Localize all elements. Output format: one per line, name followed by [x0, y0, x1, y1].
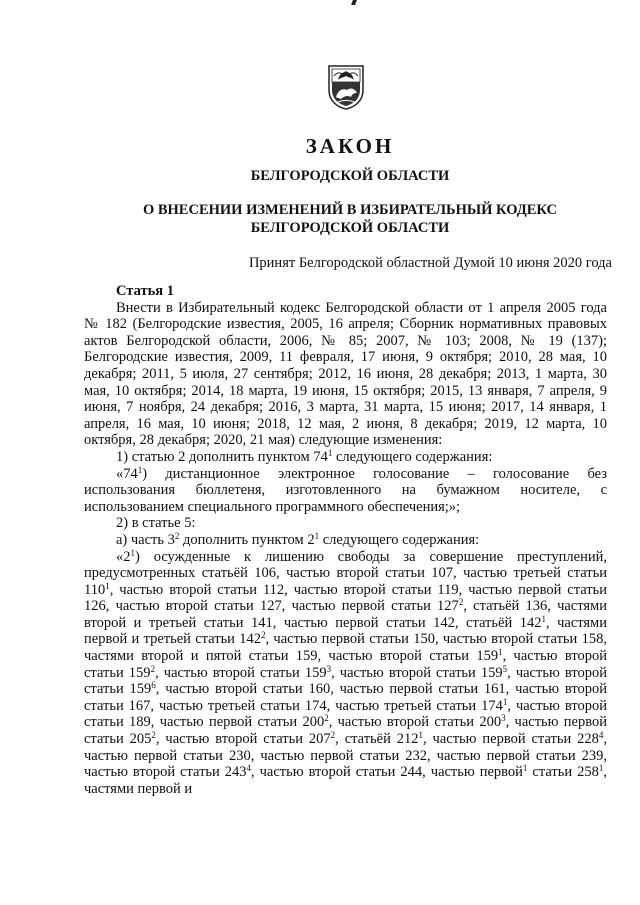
quote-text-segment: , частью второй статьи 200 — [328, 714, 502, 731]
adoption-date: Принят Белгородской областной Думой 10 июня 2020 года — [248, 255, 612, 271]
quote-text-segment: статьи 258 — [527, 764, 599, 781]
subitem-a-text-mid: дополнить пунктом 2 — [179, 531, 315, 548]
superscript: 1 — [314, 530, 320, 541]
superscript: 3 — [326, 663, 332, 674]
superscript: 1 — [130, 547, 135, 558]
item-1-text-end: следующего содержания: — [332, 448, 493, 465]
quote-text-segment: , частью второй статьи 189, частью первой статьи 200 — [84, 697, 607, 731]
superscript: 2 — [150, 663, 156, 674]
superscript: 2 — [458, 597, 464, 608]
quote-text-segment: , частью второй статьи 244, частью первой — [251, 764, 523, 781]
quote-text-segment: , частью второй статьи 159 — [155, 664, 327, 681]
quote-text-segment: , частью второй статьи 159 — [84, 664, 608, 698]
item-1 — [84, 449, 607, 466]
superscript: 1 — [105, 580, 110, 591]
quote-text-segment: , частью первой статьи 228 — [423, 731, 599, 748]
superscript: 1 — [137, 464, 143, 475]
superscript: 1 — [541, 613, 546, 624]
quote-text-segment: , частью второй статьи 207 — [155, 731, 331, 748]
superscript: 3 — [501, 713, 506, 724]
quote-text-segment: , частью первой статьи 150, частью второй статьи 158, частями второй и пятой статьи 159, частью второй статьи 159 — [84, 631, 607, 665]
superscript: 1 — [598, 763, 604, 774]
quote-text-segment: ) осужденные к лишению свободы за совершение преступлений, предусмотренных статьёй 106, частью второй статьи 107, частью третьей статьи 110 — [84, 548, 607, 598]
superscript: 2 — [151, 730, 156, 741]
subitem-a — [84, 532, 607, 549]
law-subject — [30, 201, 640, 237]
quote-text-segment: , частью первой статьи 230, частью первой статьи 232, частью первой статьи 239, частью второй статьи 243 — [84, 731, 607, 781]
quote-text: «74 — [116, 465, 138, 482]
superscript: 2 — [174, 530, 180, 541]
quote-text-segment: , частями первой и — [84, 764, 607, 797]
quote-text-segment: , частью второй статьи 159 — [84, 648, 607, 681]
quote-text-segment: «2 — [116, 548, 131, 565]
article-heading: Статья 1 — [116, 283, 174, 299]
belgorod-coat-of-arms-icon — [326, 60, 366, 110]
superscript: 2 — [324, 713, 329, 724]
quote-text-end: ) дистанционное электронное голосование – голосование без использования бюллетеня, изготовленного на бумажном носителе, с использованием специального программного обеспечения;»; — [84, 465, 607, 515]
quote-text-segment: , частью второй статьи 160, частью первой статьи 161, частью второй статьи 167, частью третьей статьи 174, частью третьей статьи 174 — [84, 681, 607, 714]
scan-mark — [351, 0, 357, 5]
superscript: 1 — [502, 696, 508, 707]
superscript: 2 — [261, 630, 266, 641]
article-body — [84, 283, 607, 797]
quote-text-segment: , частью первой статьи 205 — [84, 714, 607, 748]
superscript: 4 — [246, 763, 252, 774]
superscript: 4 — [598, 730, 604, 741]
subitem-a-text-end: следующего содержания: — [319, 531, 480, 548]
superscript: 1 — [327, 447, 333, 458]
subitem-a-text: а) часть 3 — [116, 531, 175, 548]
law-subject-line2: БЕЛГОРОДСКОЙ ОБЛАСТИ — [250, 220, 450, 236]
superscript: 6 — [151, 680, 156, 691]
quote-text-segment: , частью второй статьи 159 — [331, 664, 503, 681]
quote-text-segment: , частью второй статьи 112, частью второй статьи 119, частью первой статьи 126, частью второй статьи 127, частью первой статьи 127 — [84, 581, 607, 615]
superscript: 1 — [418, 730, 424, 741]
superscript: 5 — [502, 663, 508, 674]
law-subject-line1: О ВНЕСЕНИИ ИЗМЕНЕНИЙ В ИЗБИРАТЕЛЬНЫЙ КОДЕКС — [142, 202, 558, 218]
region-title: БЕЛГОРОДСКОЙ ОБЛАСТИ — [250, 168, 450, 184]
item-1-text: 1) статью 2 дополнить пунктом 74 — [116, 448, 328, 465]
quote-text-segment: , частями первой и третьей статьи 142 — [84, 614, 607, 648]
quote-2-1 — [84, 549, 607, 798]
item-2: 2) в статье 5: — [116, 515, 196, 532]
article-intro: Внести в Избирательный кодекс Белгородской области от 1 апреля 2005 года № 182 (Белгородские известия, 2005, 16 апреля; Сборник нормативных правовых актов Белгородской области, 2006, № 85; 2007, № 103; 2008, № 19 (137); Белгородские известия, 2009, 11 февраля, 17 июня, 9 октября; 2010, 28 мая, 10 декабря; 2011, 5 июля, 27 сентября; 2012, 16 июня, 28 декабря; 2013, 1 марта, 30 мая, 10 октября; 2014, 18 марта, 19 июня, 15 октября; 2015, 13 января, 7 апреля, 9 июня, 7 ноября, 24 декабря; 2016, 3 марта, 31 марта, 15 июня; 2017, 14 января, 1 апреля, 16 мая, 10 июня; 2018, 12 мая, 2 июня, 8 декабря; 2019, 12 марта, 10 октября, 28 декабря; 2020, 21 мая) следующие изменения: — [84, 299, 607, 449]
quote-74-1 — [84, 466, 607, 516]
superscript: 1 — [498, 647, 503, 658]
quote-text-segment: , статьёй 136, частями второй и третьей статьи 141, частью первой статьи 142, статьёй 142 — [84, 598, 607, 631]
law-title: ЗАКОН — [305, 134, 395, 158]
quote-text-segment: , статьёй 212 — [335, 731, 419, 748]
superscript: 2 — [330, 730, 336, 741]
superscript: 1 — [522, 763, 528, 774]
